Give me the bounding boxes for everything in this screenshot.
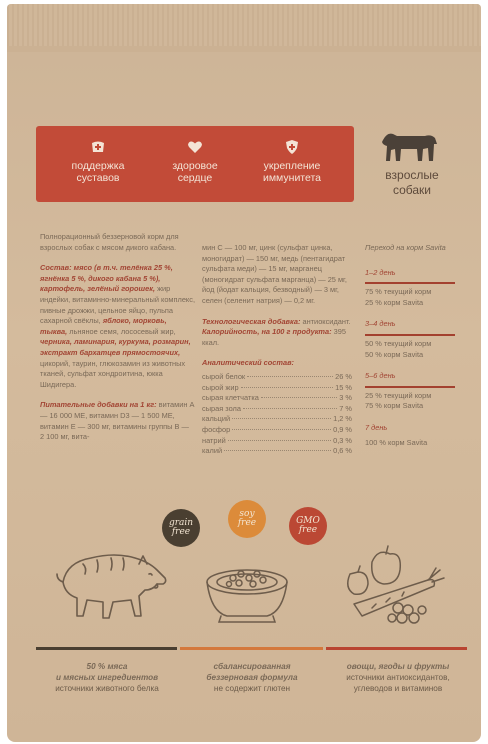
footer-emphasis: и мясных ингредиентов xyxy=(55,673,159,682)
transition-column xyxy=(365,243,470,459)
benefit-immunity xyxy=(242,140,342,184)
stage-line: 25 % корм Savita xyxy=(365,297,424,307)
plus-box-icon xyxy=(90,140,106,154)
heart-icon xyxy=(187,140,203,154)
nutrition-column xyxy=(202,243,352,457)
footer-text: углеводов и витаминов xyxy=(353,684,443,693)
analysis-row xyxy=(202,383,352,394)
transition-stage xyxy=(365,319,470,360)
stage-divider xyxy=(365,282,455,284)
footer-emphasis: овощи, ягоды и фрукты xyxy=(346,662,450,671)
analysis-value: 7 % xyxy=(339,403,352,413)
benefits-banner xyxy=(36,126,354,202)
analysis-name: фосфор xyxy=(202,424,231,434)
analysis-row xyxy=(202,372,352,383)
benefit-label: суставов xyxy=(76,172,120,184)
audience-line: взрослые xyxy=(385,168,439,182)
description-column xyxy=(40,232,195,453)
badge-text: free xyxy=(237,518,257,528)
composition-text: цикорий, таурин, глюкозамин из животных тканей, сульфат хондроитина, юкка Шидигера. xyxy=(40,358,186,389)
stage-day: 1–2 день xyxy=(365,267,396,277)
footer-text: не содержит глютен xyxy=(213,684,291,693)
transition-stage xyxy=(365,268,470,309)
stage-line: 50 % корм Savita xyxy=(365,349,424,359)
analysis-name: калий xyxy=(202,446,223,456)
tech-head: Технологическая добавка: xyxy=(202,316,301,326)
wild-boar-illustration xyxy=(53,544,171,628)
additives-text: витамин A — 16 000 МЕ, витамин D3 — 1 500 МЕ, витамин E — 300 мг, витамины группы B — 2 100 мг, вита- xyxy=(40,400,195,442)
benefit-label: сердце xyxy=(177,172,213,184)
audience-caption xyxy=(357,168,467,198)
minerals-text: мин C — 100 мг, цинк (сульфат цинка, моногидрат) — 150 мг, медь (пентагидрат сульфата меди) — 15 мг, марганец (моногидрат сульфата марганца) — 25 мг, йод (йодат кальция, безводный) — 3 мг, селен (селенит натрия) — 0,2 мг. xyxy=(202,243,347,305)
analysis-value: 0,3 % xyxy=(333,435,352,445)
shield-plus-icon xyxy=(284,140,300,154)
calorie-text: 395 ккал. xyxy=(202,327,346,347)
analysis-value: 15 % xyxy=(335,382,352,392)
analysis-name: кальций xyxy=(202,414,231,424)
composition-highlight: черника, ламинария, куркума, розмарин, экстракт бархатцев прямостоячих, xyxy=(40,337,191,357)
analysis-name: сырой жир xyxy=(202,382,239,392)
badge-text: grain xyxy=(168,518,194,528)
benefit-label: поддержка xyxy=(71,160,125,172)
analysis-value: 0,9 % xyxy=(333,424,352,434)
analysis-name: натрий xyxy=(202,435,226,445)
composition xyxy=(40,263,195,390)
analysis-value: 0,6 % xyxy=(333,446,352,456)
gmo-free-badge xyxy=(289,507,327,545)
footer-emphasis: сбалансированная xyxy=(213,662,291,671)
analysis-row xyxy=(202,404,352,415)
analysis-row xyxy=(202,425,352,436)
benefit-label: иммунитета xyxy=(262,172,322,184)
additives-head: Питательные добавки на 1 кг: xyxy=(40,400,157,410)
analysis-value: 1,2 % xyxy=(333,414,352,424)
footer-divider-formula xyxy=(180,647,323,650)
transition-title: Переход на корм Savita xyxy=(365,243,446,252)
benefit-joints xyxy=(48,140,148,184)
grain-free-badge xyxy=(162,509,200,547)
analysis-row xyxy=(202,446,352,457)
analysis-name: сырая зола xyxy=(202,403,241,413)
footer-divider-vegetables xyxy=(326,647,467,650)
analysis-table xyxy=(202,358,352,456)
badge-text: free xyxy=(171,527,191,537)
composition-text: жир индейки, витаминно-минеральный комплекс, пивные дрожжи, цельное яйцо, пульпа сахарной свёклы, xyxy=(40,284,195,326)
calorie-head: Калорийность, на 100 г продукта: xyxy=(202,327,332,337)
benefit-label: укрепление xyxy=(263,160,321,172)
benefit-heart xyxy=(145,140,245,184)
product-intro: Полнорационный беззерновой корм для взрослых собак с мясом дикого кабана. xyxy=(40,232,179,252)
footer-emphasis: 50 % мяса xyxy=(86,662,128,671)
audience-block xyxy=(357,122,467,206)
footer-text: источники животного белка xyxy=(55,684,159,693)
footer-formula xyxy=(177,661,327,694)
food-bowl-illustration xyxy=(197,560,297,628)
package-back xyxy=(7,4,481,742)
stage-line: 50 % текущий корм xyxy=(365,338,432,348)
stage-line: 75 % корм Savita xyxy=(365,401,424,411)
stage-line: 75 % текущий корм xyxy=(365,287,432,297)
footer-emphasis: беззерновая формула xyxy=(206,673,298,682)
analysis-row xyxy=(202,436,352,447)
stage-divider xyxy=(365,334,455,336)
footer-text: источники антиоксидантов, xyxy=(346,673,450,682)
footer-vegetables xyxy=(323,661,473,694)
tech-text: антиоксидант. xyxy=(302,316,351,326)
benefit-label: здоровое xyxy=(172,160,218,172)
stage-day: 3–4 день xyxy=(365,319,396,329)
technology-additive xyxy=(202,317,352,349)
stage-line: 25 % текущий корм xyxy=(365,390,432,400)
transition-stage xyxy=(365,423,470,448)
stage-day: 7 день xyxy=(365,422,388,432)
vegetables-fruits-illustration xyxy=(332,544,452,632)
footer-divider-meat xyxy=(36,647,177,650)
package-seal xyxy=(7,4,481,46)
audience-line: собаки xyxy=(392,183,432,197)
composition-head: Состав: мясо (в т.ч. телёнка 25 %, ягнёнка 5 %, дикого кабана 5 %), картофель, зелёный горошек, xyxy=(40,263,173,294)
soy-free-badge xyxy=(228,500,266,538)
analysis-name: сырая клетчатка xyxy=(202,393,259,403)
analysis-row xyxy=(202,414,352,425)
additives xyxy=(40,400,195,442)
badge-text: GMO xyxy=(296,516,320,526)
stage-day: 5–6 день xyxy=(365,371,396,381)
badge-text: free xyxy=(298,525,318,535)
stage-line: 100 % корм Savita xyxy=(365,437,428,447)
analysis-name: сырой белок xyxy=(202,371,246,381)
package-seal-edge xyxy=(7,46,481,52)
badge-text: soy xyxy=(239,509,255,519)
analysis-value: 3 % xyxy=(339,393,352,403)
transition-stage xyxy=(365,371,470,412)
stage-divider xyxy=(365,386,455,388)
analysis-value: 26 % xyxy=(335,371,352,381)
composition-text: льняное семя, лососевый жир, xyxy=(69,326,176,336)
analysis-row xyxy=(202,393,352,404)
composition-highlight: яблоко, морковь, тыква, xyxy=(40,316,167,336)
analysis-head: Аналитический состав: xyxy=(202,358,294,368)
footer-meat xyxy=(32,661,182,694)
